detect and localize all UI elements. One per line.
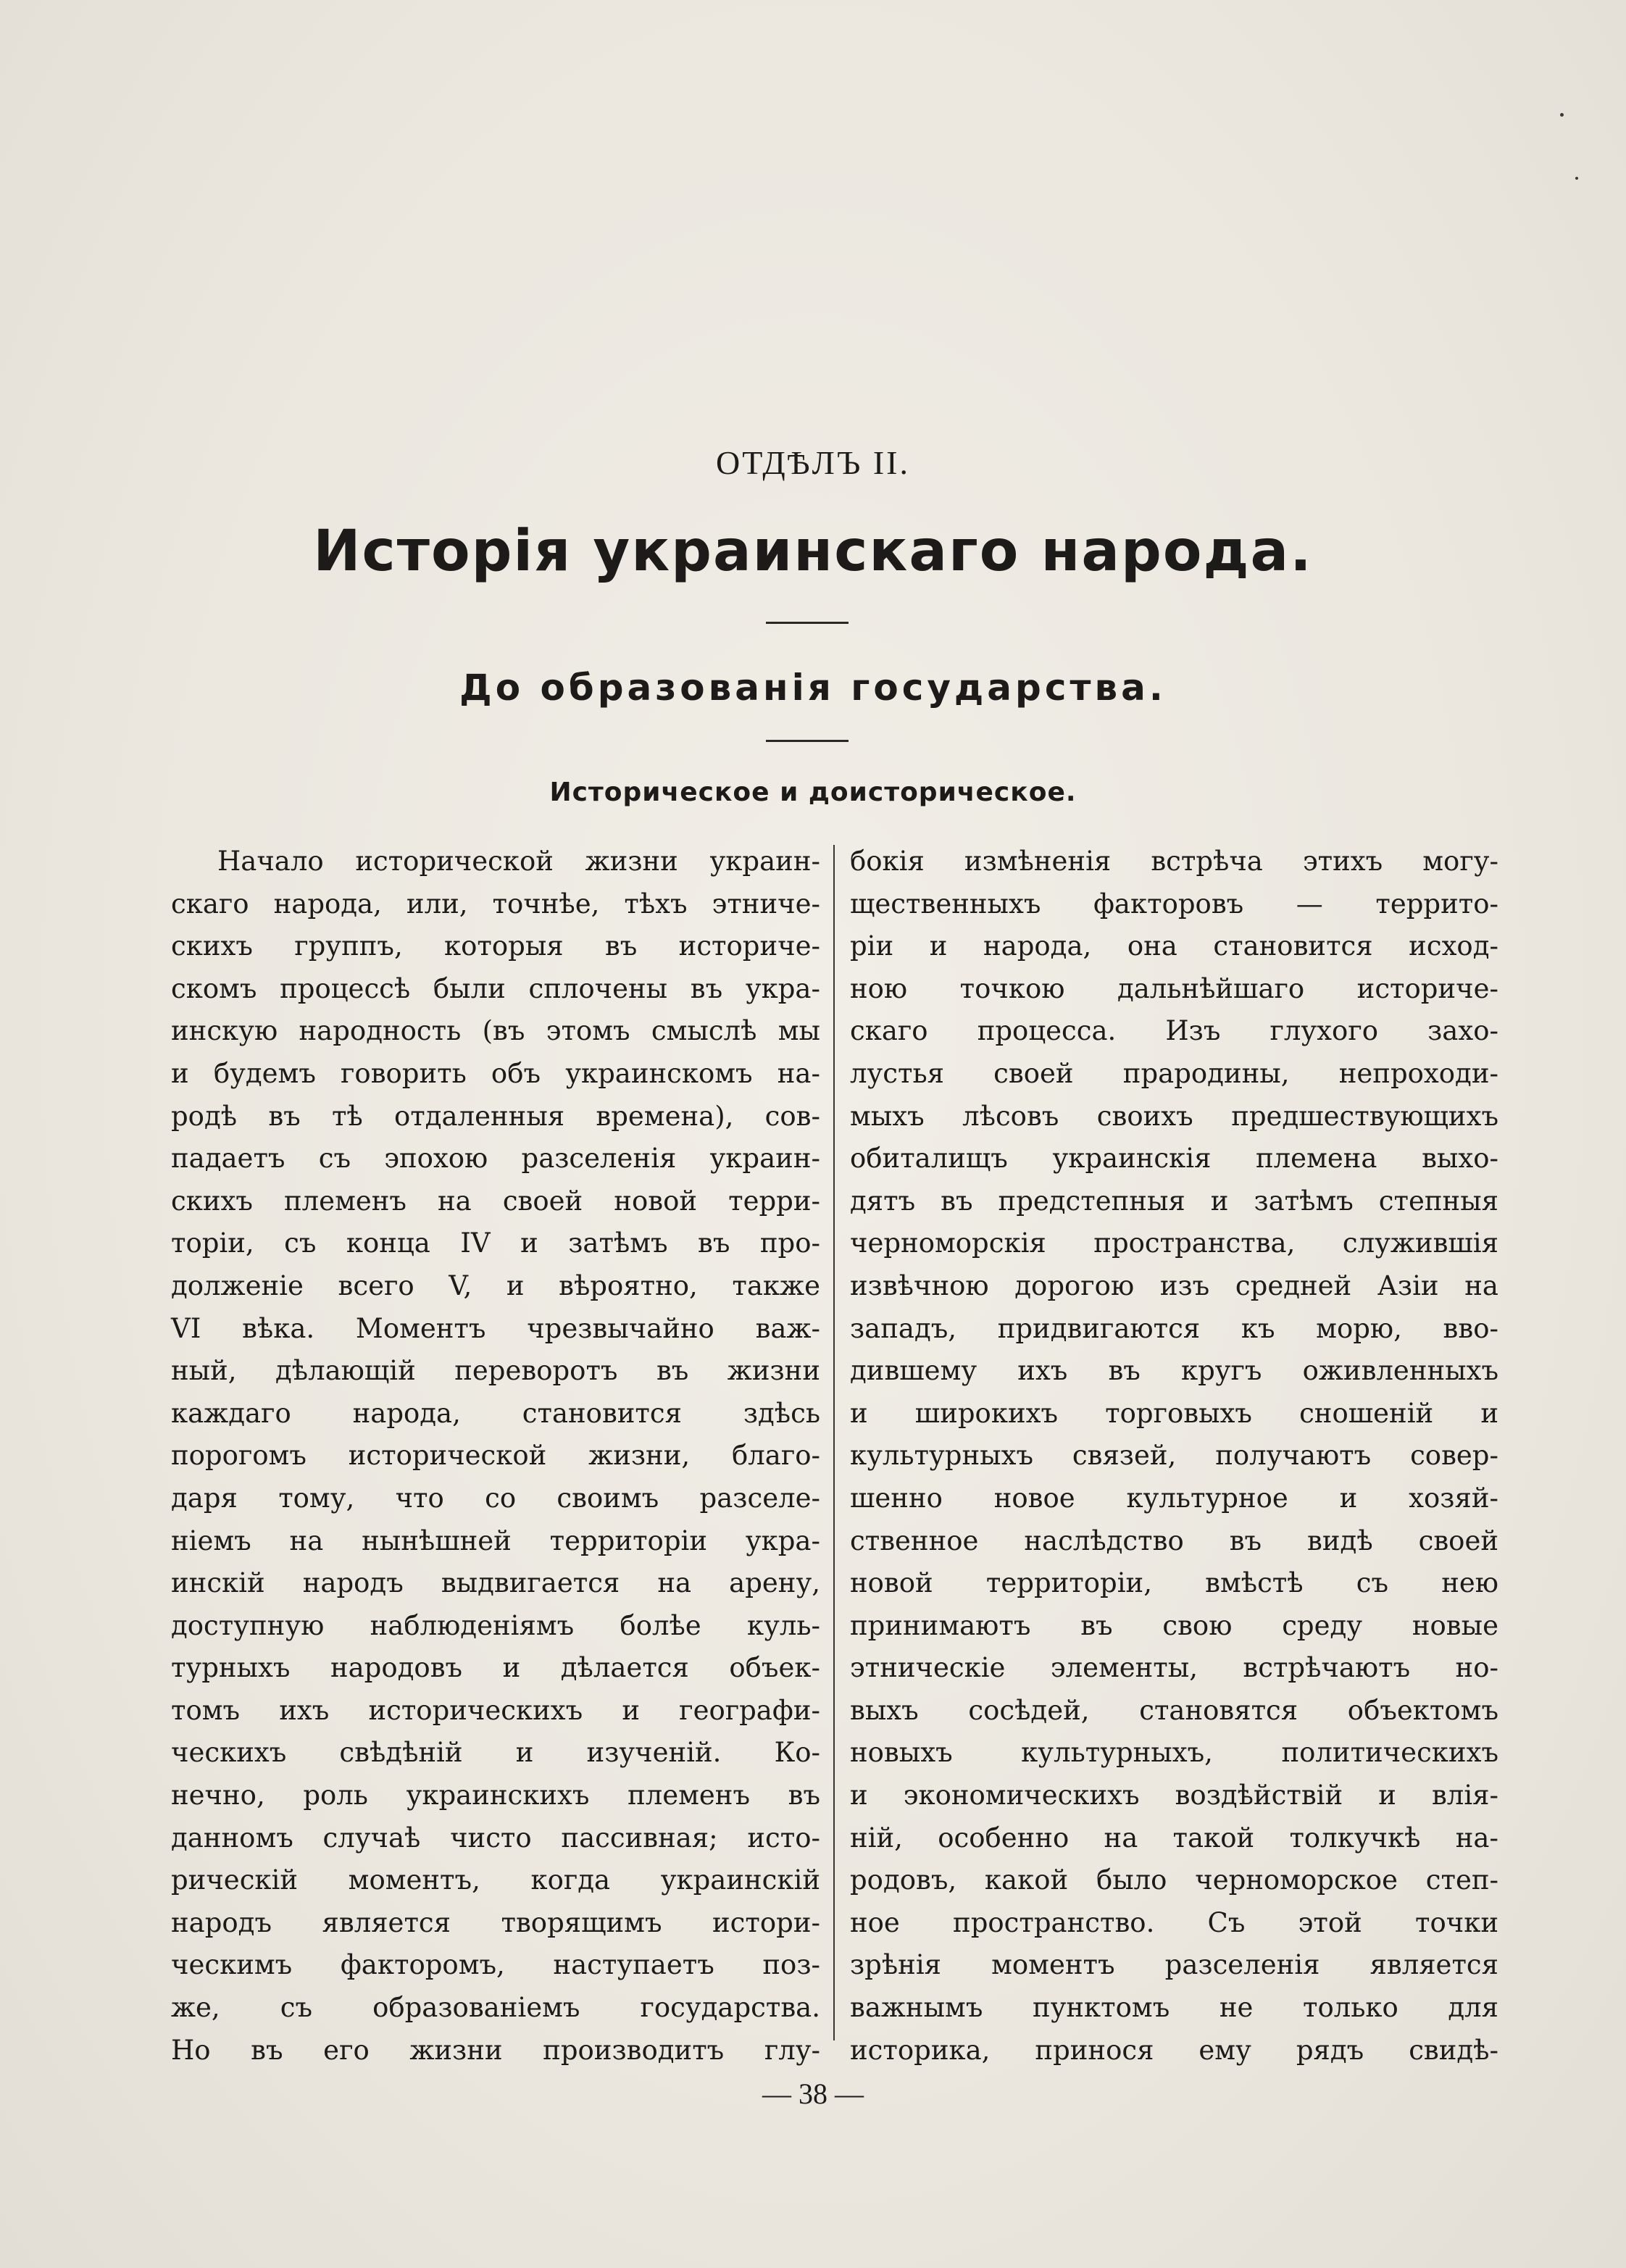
text-line: VI вѣка. Моментъ чрезвычайно важ- (171, 1312, 820, 1344)
text-line: обиталищъ украинскія племена выхо- (850, 1143, 1498, 1175)
text-line: ній, особенно на такой толкучкѣ на- (850, 1822, 1498, 1854)
text-line: же, съ образованіемъ государства. (171, 1992, 820, 2024)
title-rule-bottom (766, 740, 849, 742)
text-line: ною точкою дальнѣйшаго историче- (850, 972, 1498, 1004)
text-line: скаго процесса. Изъ глухого захо- (850, 1015, 1498, 1047)
column-divider (833, 845, 835, 2040)
text-line: ный, дѣлающій переворотъ въ жизни (171, 1355, 820, 1387)
text-line: родовъ, какой было черноморское степ- (850, 1864, 1498, 1896)
page-number: — 38 — (762, 2077, 864, 2110)
text-line: ное пространство. Съ этой точки (850, 1906, 1498, 1938)
text-line: этническіе элементы, встрѣчаютъ но- (850, 1652, 1498, 1684)
text-line: щественныхъ факторовъ — террито- (850, 888, 1498, 920)
text-line: важнымъ пунктомъ не только для (850, 1992, 1498, 2024)
text-line: доступную наблюденіямъ болѣе куль- (171, 1609, 820, 1641)
text-line: скихъ племенъ на своей новой терри- (171, 1185, 820, 1217)
text-line: скихъ группъ, которыя въ историче- (171, 930, 820, 962)
left-text-column (171, 841, 820, 2072)
text-line: падаетъ съ эпохою разселенія украин- (171, 1143, 820, 1175)
text-line: ческихъ свѣдѣній и изученій. Ко- (171, 1737, 820, 1769)
text-line: новыхъ культурныхъ, политическихъ (850, 1737, 1498, 1769)
text-line: турныхъ народовъ и дѣлается объек- (171, 1652, 820, 1684)
paper-speck (1560, 113, 1564, 117)
text-line: даря тому, что со своимъ разселе- (171, 1482, 820, 1514)
text-line: народъ является творящимъ истори- (171, 1906, 820, 1938)
text-line: долженіе всего V, и вѣроятно, также (171, 1270, 820, 1301)
text-line: и будемъ говорить объ украинскомъ на- (171, 1057, 820, 1089)
text-line: принимаютъ въ свою среду новые (850, 1609, 1498, 1641)
section-label: ОТДѢЛЪ II. (716, 444, 910, 481)
text-line: порогомъ исторической жизни, благо- (171, 1440, 820, 1472)
text-line: дятъ въ предстепныя и затѣмъ степныя (850, 1185, 1498, 1217)
subsection-title: Историческое и доисторическое. (549, 777, 1077, 807)
text-line: извѣчною дорогою изъ средней Азіи на (850, 1270, 1498, 1301)
text-line: торіи, съ конца IV и затѣмъ въ про- (171, 1227, 820, 1259)
text-line: ніемъ на нынѣшней территоріи укра- (171, 1525, 820, 1556)
text-line: Начало исторической жизни украин- (217, 846, 820, 877)
title-rule-top (766, 622, 849, 624)
text-line: Но въ его жизни производитъ глу- (171, 2034, 820, 2066)
chapter-title: До образованія государства. (459, 667, 1167, 709)
text-line: скомъ процессѣ были сплочены въ укра- (171, 972, 820, 1004)
text-line: каждаго народа, становится здѣсь (171, 1397, 820, 1429)
text-line: бокія измѣненія встрѣча этихъ могу- (850, 846, 1498, 877)
text-line: черноморскія пространства, служившія (850, 1227, 1498, 1259)
text-line: родѣ въ тѣ отдаленныя времена), сов- (171, 1100, 820, 1132)
text-line: томъ ихъ историческихъ и географи- (171, 1694, 820, 1726)
right-text-column (850, 841, 1498, 2072)
text-line: лустья своей прародины, непроходи- (850, 1057, 1498, 1089)
main-title: Исторія украинскаго народа. (313, 519, 1313, 584)
text-line: инскій народъ выдвигается на арену, (171, 1567, 820, 1599)
text-line: скаго народа, или, точнѣе, тѣхъ этниче- (171, 888, 820, 920)
text-line: ственное наслѣдство въ видѣ своей (850, 1525, 1498, 1556)
text-line: дившему ихъ въ кругъ оживленныхъ (850, 1355, 1498, 1387)
text-line: западъ, придвигаются къ морю, вво- (850, 1312, 1498, 1344)
text-line: новой территоріи, вмѣстѣ съ нею (850, 1567, 1498, 1599)
text-line: данномъ случаѣ чисто пассивная; исто- (171, 1822, 820, 1854)
text-line: зрѣнія моментъ разселенія является (850, 1949, 1498, 1981)
text-line: шенно новое культурное и хозяй- (850, 1482, 1498, 1514)
paper-speck (1575, 177, 1578, 180)
text-line: и экономическихъ воздѣйствій и влія- (850, 1780, 1498, 1812)
text-line: историка, принося ему рядъ свидѣ- (850, 2034, 1498, 2066)
text-line: инскую народность (въ этомъ смыслѣ мы (171, 1015, 820, 1047)
text-line: мыхъ лѣсовъ своихъ предшествующихъ (850, 1100, 1498, 1132)
text-line: культурныхъ связей, получаютъ совер- (850, 1440, 1498, 1472)
text-line: и широкихъ торговыхъ сношеній и (850, 1397, 1498, 1429)
text-line: выхъ сосѣдей, становятся объектомъ (850, 1694, 1498, 1726)
text-line: рическій моментъ, когда украинскій (171, 1864, 820, 1896)
text-line: нечно, роль украинскихъ племенъ въ (171, 1780, 820, 1812)
text-line: ріи и народа, она становится исход- (850, 930, 1498, 962)
text-line: ческимъ факторомъ, наступаетъ поз- (171, 1949, 820, 1981)
